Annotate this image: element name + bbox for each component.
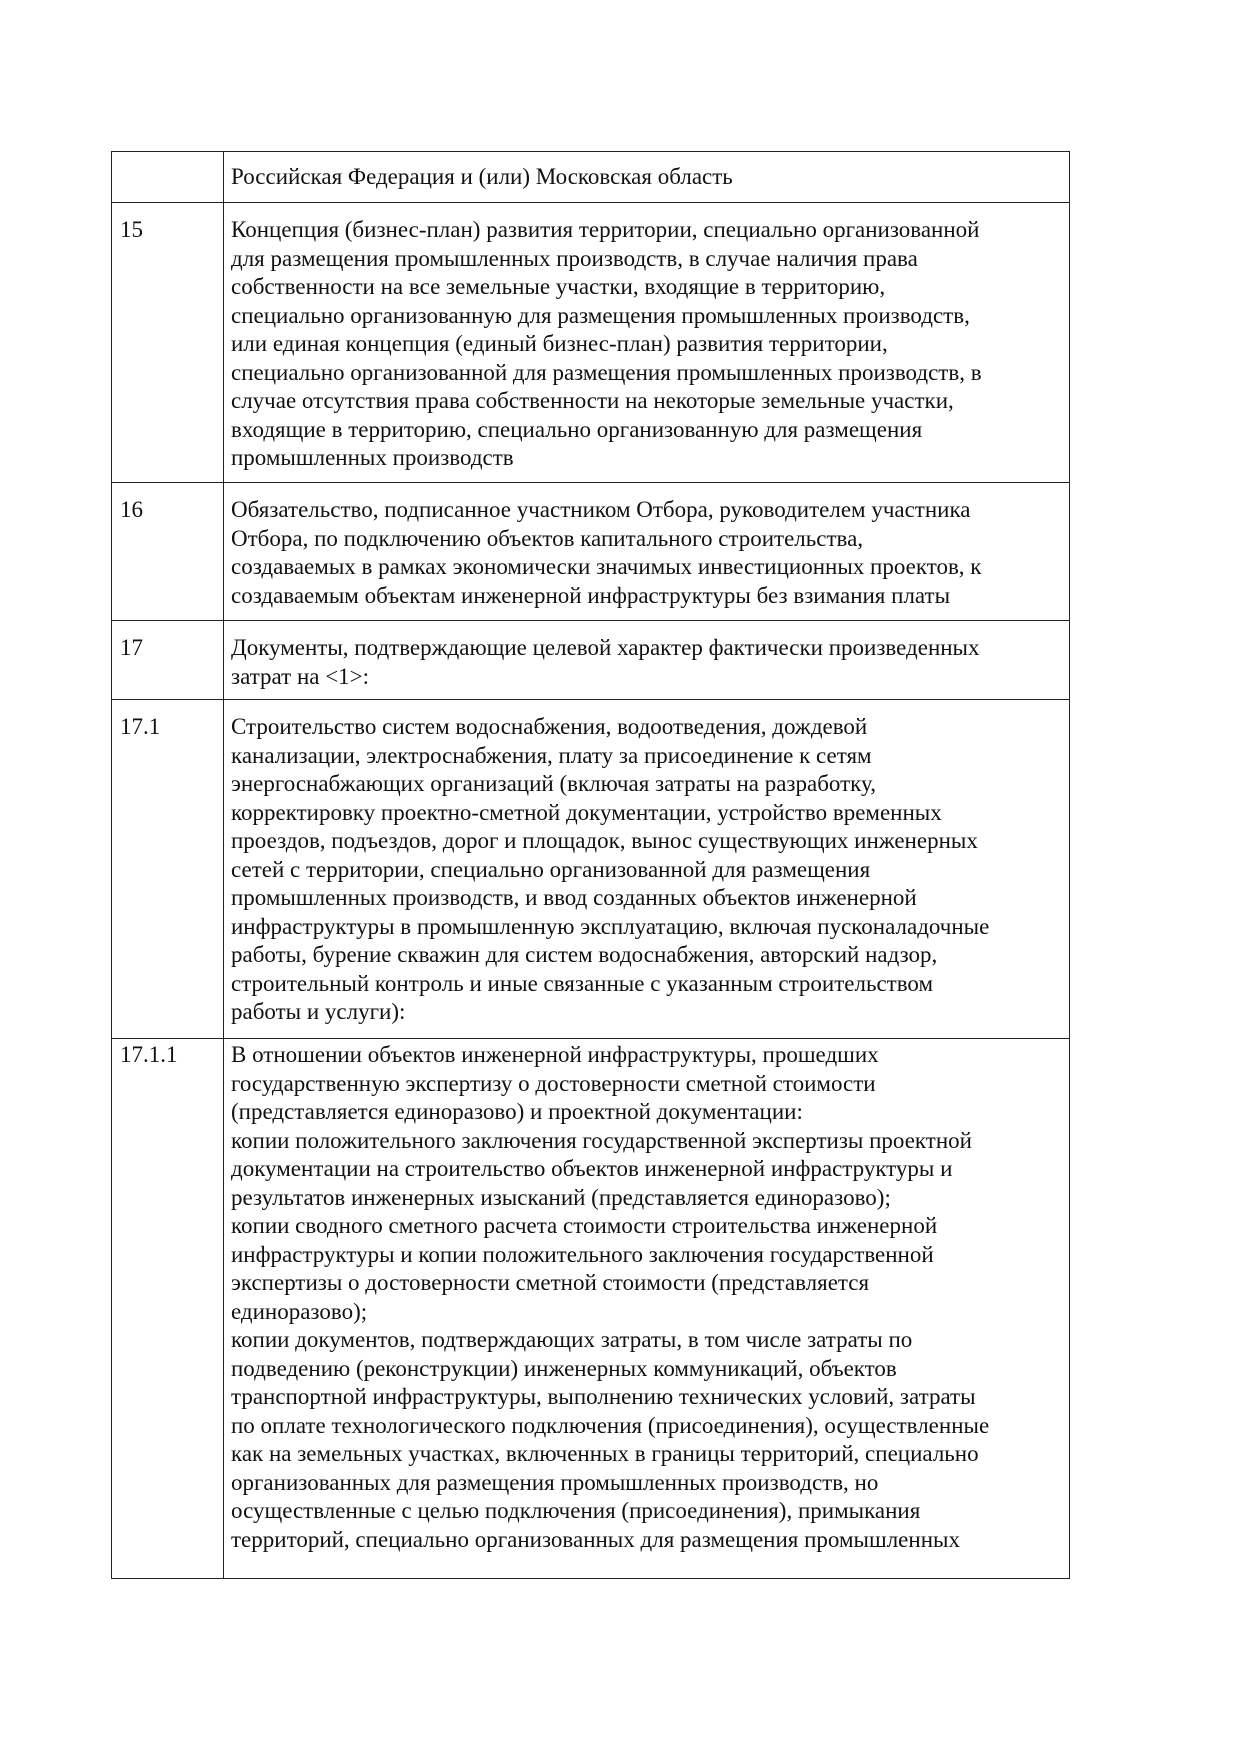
row-description [224, 621, 1070, 700]
row-number [112, 483, 224, 621]
row-description-text: Документы, подтверждающие целевой характер фактически произведенных затрат на <1>: [231, 635, 980, 689]
row-number [112, 203, 224, 483]
row-description [224, 203, 1070, 483]
row-description-text: Российская Федерация и (или) Московская область [231, 164, 733, 189]
row-number-text [120, 152, 223, 163]
row-number-text: 17 [120, 635, 143, 660]
row-number [112, 152, 224, 203]
row-description-text: Строительство систем водоснабжения, водоотведения, дождевой канализации, электроснабжения, плату за присоединение к сетям энергоснабжающих организаций (включая затраты на разработку, корректировку проектно-сметной документации, устройство временных проездов, подъездов, дорог и площадок, вынос существующих инженерных сетей с территории, специально организованной для размещения промышленных производств, и ввод созданных объектов инженерной инфраструктуры в промышленную эксплуатацию, включая пусконаладочные работы, бурение скважин для систем водоснабжения, авторский надзор, строительный контроль и иные связанные с указанным строительством работы и услуги): [231, 714, 990, 1024]
row-number-text: 17.1.1 [120, 1042, 178, 1067]
row-number-text: 17.1 [120, 714, 161, 739]
row-number-text: 16 [120, 497, 143, 522]
table-row [112, 483, 1070, 621]
table-row [112, 203, 1070, 483]
row-description-text: Обязательство, подписанное участником Отбора, руководителем участника Отбора, по подключению объектов капитального строительства, создаваемых в рамках экономически значимых инвестиционных проектов, к создаваемым объектам инженерной инфраструктуры без взимания платы [231, 497, 982, 608]
row-description-text: В отношении объектов инженерной инфраструктуры, прошедших государственную экспертизу о достоверности сметной стоимости (представляется единоразово) и проектной документации: копии положительного заключения государственной экспертизы проектной документации на строительство объектов инженерной инфраструктуры и результатов инженерных изысканий (представляется единоразово); копии сводного сметного расчета стоимости строительства инженерной инфраструктуры и копии положительного заключения государственной экспертизы о достоверности сметной стоимости (представляется единоразово); копии документов, подтверждающих затраты, в том числе затраты по подведению (реконструкции) инженерных коммуникаций, объектов транспортной инфраструктуры, выполнению технических условий, затраты по оплате технологического подключения (присоединения), осуществленные как на земельных участках, включенных в границы территорий, специально организованных для размещения промышленных производств, но осуществленные с целью подключения (присоединения), примыкания территорий, специально организованных для размещения промышленных [231, 1042, 990, 1552]
row-number [112, 621, 224, 700]
table-row [112, 621, 1070, 700]
row-description-text: Концепция (бизнес-план) развития территории, специально организованной для размещения промышленных производств, в случае наличия права собственности на все земельные участки, входящие в территорию, специально организованную для размещения промышленных производств, или единая концепция (единый бизнес-план) развития территории, специально организованной для размещения промышленных производств, в случае отсутствия права собственности на некоторые земельные участки, входящие в территорию, специально организованную для размещения промышленных производств [231, 217, 982, 470]
table-row [112, 1039, 1070, 1579]
row-number-text: 15 [120, 217, 143, 242]
row-number [112, 700, 224, 1039]
table-row [112, 152, 1070, 203]
row-number [112, 1039, 224, 1579]
documents-table [111, 151, 1070, 1579]
row-description [224, 1039, 1070, 1579]
row-description [224, 152, 1070, 203]
table-row [112, 700, 1070, 1039]
row-description [224, 483, 1070, 621]
row-description [224, 700, 1070, 1039]
